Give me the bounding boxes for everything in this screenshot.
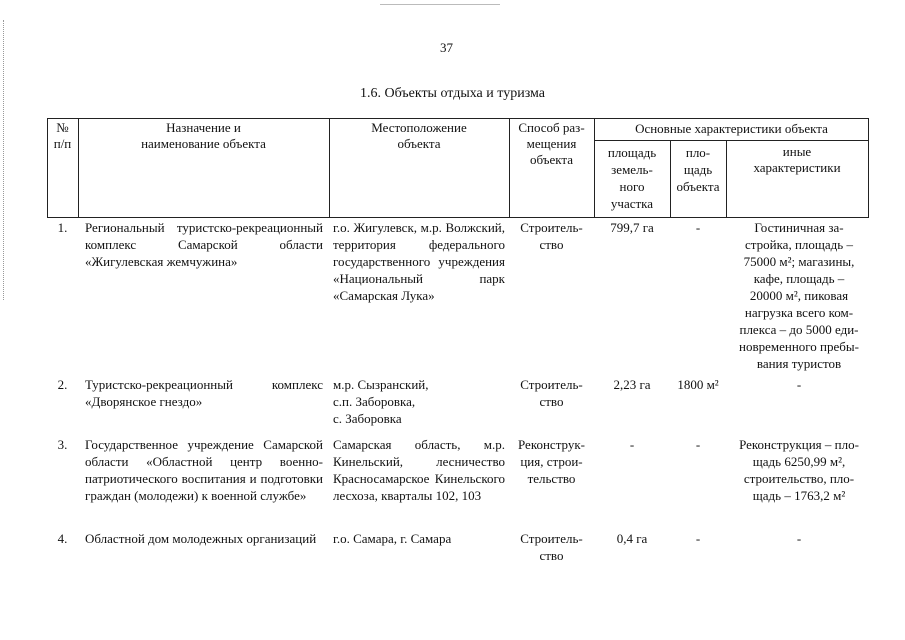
header-name — [78, 120, 329, 152]
row3-other-line2: щадь 6250,99 м², — [752, 454, 846, 469]
row1-area: - — [695, 220, 701, 235]
row4-other-line1: - — [796, 531, 802, 546]
row4-land: 0,4 га — [616, 531, 648, 546]
header-location — [329, 120, 509, 152]
header-num-line1: № — [56, 120, 69, 135]
row2-name: Туристско-рекреационный комплекс «Дворянское гнездо» — [85, 377, 323, 409]
header-land-line4: участка — [610, 196, 654, 211]
row4-method-line1: Строитель- — [520, 531, 583, 546]
row1-other — [726, 219, 872, 372]
header-land-line1: площадь — [607, 145, 657, 160]
row4-method — [509, 530, 594, 564]
row2-land: 2,23 га — [613, 377, 651, 392]
row4-method-line2: ство — [539, 548, 564, 563]
header-name-line2: наименование объекта — [141, 136, 266, 151]
row1-location: г.о. Жигулевск, м.р. Волжский, территория федерального государственного учреждения «Национальный парк «Самарская Лука» — [333, 220, 505, 303]
table-top-rule — [47, 118, 869, 119]
row1-other-line1: Гостиничная за- — [754, 220, 844, 235]
header-object-area — [670, 144, 726, 195]
row3-land: - — [629, 437, 635, 452]
row1-other-line6: нагрузка всего ком- — [744, 305, 854, 320]
row3-method — [509, 436, 594, 487]
header-location-line1: Местоположение — [371, 120, 467, 135]
row1-other-line9: вания туристов — [756, 356, 842, 371]
header-method — [509, 120, 594, 168]
row3-area: - — [695, 437, 701, 452]
row3-method-line2: ция, строи- — [520, 454, 583, 469]
row1-land: 799,7 га — [610, 220, 654, 235]
row2-location-line3: с. Заборовка — [333, 411, 402, 426]
subheader-rule — [594, 140, 869, 141]
row1-method-line2: ство — [539, 237, 564, 252]
row2-area: 1800 м² — [677, 377, 719, 392]
row1-other-line8: новременного пребы- — [739, 339, 859, 354]
header-land-line2: земель- — [611, 162, 653, 177]
row1-other-line4: кафе, площадь – — [753, 271, 845, 286]
header-location-line2: объекта — [397, 136, 441, 151]
row3-other-line4: щадь – 1763,2 м² — [752, 488, 846, 503]
row2-location-line2: с.п. Заборовка, — [333, 394, 416, 409]
row2-method-line1: Строитель- — [520, 377, 583, 392]
row3-method-line1: Реконструк- — [517, 437, 586, 452]
header-area-line1: пло- — [685, 145, 711, 160]
row3-other — [726, 436, 872, 504]
header-num — [47, 120, 78, 152]
row1-other-line7: плекса – до 5000 еди- — [739, 322, 859, 337]
row3-method-line3: тельство — [527, 471, 576, 486]
row2-method-line2: ство — [539, 394, 564, 409]
row3-name: Государственное учреждение Самарской области «Областной центр военно-патриотического воспитания и подготовки граждан (молодежи) к военной службе» — [85, 437, 323, 503]
row4-num: 4. — [57, 531, 68, 546]
header-area-line2: щадь — [683, 162, 713, 177]
header-method-line1: Способ раз- — [518, 120, 585, 135]
row1-other-line3: 75000 м²; магазины, — [743, 254, 855, 269]
row4-location: г.о. Самара, г. Самара — [333, 531, 452, 546]
row3-num: 3. — [57, 437, 68, 452]
row3-other-line1: Реконструкция – пло- — [739, 437, 859, 452]
row2-other-line1: - — [796, 377, 802, 392]
header-bottom-rule — [47, 217, 869, 218]
scan-top-mark — [380, 4, 500, 5]
header-num-line2: п/п — [53, 136, 72, 151]
header-method-line2: мещения — [526, 136, 577, 151]
row3-other-line3: строительство, пло- — [743, 471, 855, 486]
header-land-area — [594, 144, 670, 212]
header-other-line2: характеристики — [753, 160, 841, 175]
header-method-line3: объекта — [529, 152, 574, 167]
row1-method-line1: Строитель- — [520, 220, 583, 235]
row1-method — [509, 219, 594, 253]
row1-other-line5: 20000 м², пиковая — [749, 288, 849, 303]
row2-location-line1: м.р. Сызранский, — [333, 377, 429, 392]
row2-other — [726, 376, 872, 393]
scan-margin-mark — [3, 20, 6, 300]
header-name-line1: Назначение и — [166, 120, 241, 135]
row1-num: 1. — [57, 220, 68, 235]
row3-location: Самарская область, м.р. Кинельский, лесничество Красносамарское Кинельского лесхоза, кварталы 102, 103 — [333, 437, 505, 503]
page-number: 37 — [440, 40, 453, 55]
row2-num: 2. — [57, 377, 68, 392]
section-title: 1.6. Объекты отдыха и туризма — [359, 86, 545, 101]
header-other — [726, 144, 868, 176]
row2-method — [509, 376, 594, 410]
row4-other — [726, 530, 872, 547]
row4-name: Областной дом молодежных организаций — [85, 531, 317, 546]
row4-area: - — [695, 531, 701, 546]
row1-name: Региональный туристско-рекреационный комплекс Самарской области «Жигулевская жемчужина» — [85, 220, 323, 269]
header-main-characteristics: Основные характеристики объекта — [635, 121, 828, 136]
row1-other-line2: стройка, площадь – — [745, 237, 853, 252]
header-land-line3: ного — [619, 179, 645, 194]
header-area-line3: объекта — [676, 179, 720, 194]
header-other-line1: иные — [782, 144, 812, 159]
row2-location — [333, 376, 505, 427]
